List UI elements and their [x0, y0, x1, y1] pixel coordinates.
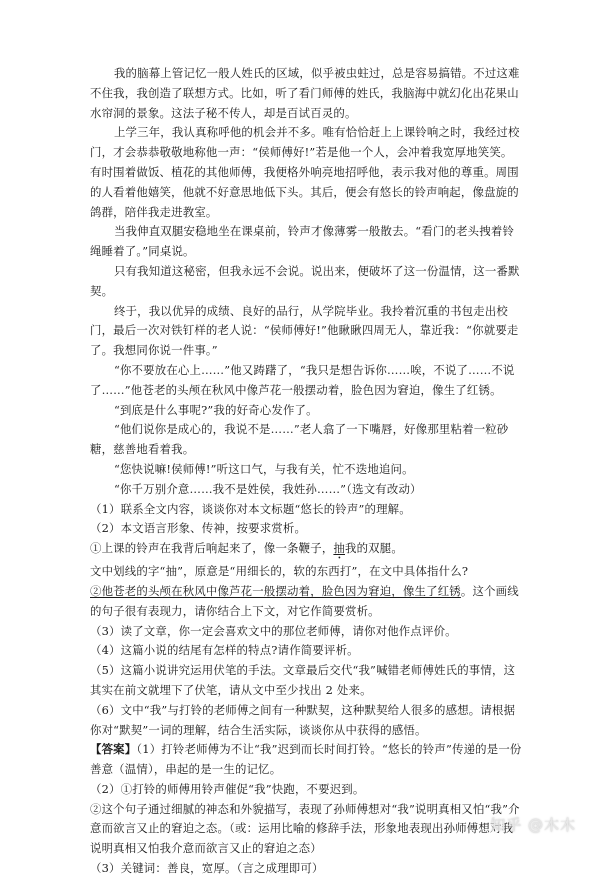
answer-2-2: ②这个句子通过细腻的神态和外貌描写，表现了孙师傅想对“我”说明真相又怕“我”介意而欲言又止的窘迫之态。（或：运用比喻的修辞手法，形象地表现出孙师傅想对我说明真相又怕我介意而欲言又止的窘迫之态） — [90, 801, 520, 856]
document-body — [90, 64, 522, 879]
question-5: （5）这篇小说讲究运用伏笔的手法。文章最后交代“我”喊错老师傅姓氏的事情，这其实在前文就埋下了伏笔，请从文中至少找出 2 处来。 — [90, 663, 516, 697]
story-paragraph: 终于，我以优异的成绩、良好的品行，从学院毕业。我拎着沉重的书包走出校门，最后一次对铁钉样的老人说：“侯师傅好!”他瞅瞅四周无人，靠近我：“你就要走了。我想同你说一件事。” — [90, 303, 519, 358]
story-paragraph: 我的脑幕上管记忆一般人姓氏的区域，似乎被虫蛀过，总是容易搞错。不过这难不住我，我创造了联想方式。比如，听了看门师傅的姓氏，我脑海中就幻化出花果山水帘洞的景象。这法子秘不传人，却是百试百灵的。 — [90, 66, 520, 120]
watermark: 知乎 @木木 — [490, 816, 576, 834]
question-2: （2）本文语言形象、传神，按要求赏析。 — [90, 521, 307, 536]
answer-label: 【答案】 — [90, 742, 137, 757]
question-1: （1）联系全文内容，谈谈你对本文标题“悠长的铃声”的理解。 — [90, 501, 411, 516]
story-paragraph: “你千万别介意……我不是姓侯，我姓孙……”（选文有改动） — [113, 481, 422, 496]
question-2b-prompt: 。这个画线的句子很有表现力，请你结合上下文，对它作简要赏析。 — [90, 583, 519, 618]
story-paragraph: 上学三年，我认真称呼他的机会并不多。唯有恰恰赶上上课铃响之时，我经过校门，才会恭恭敬敬地称他一声：“侯师傅好!”若是他一个人，会冲着我宽厚地笑笑。有时围着做饭、植花的其他师傅，我便格外响亮地招呼他，表示我对他的尊重。周围的人看着他嬉笑，他就不好意思地低下头。其后，便会有悠长的铃声响起，像盘旋的鸽群，陪伴我走进教室。 — [90, 125, 520, 219]
question-2b — [90, 582, 522, 622]
story-paragraph: “您快说嘛!侯师傅!”听这口气，与我有关，忙不迭地追问。 — [113, 461, 414, 476]
question-2a-text-end: 我的双腿。 — [345, 541, 403, 556]
underlined-dotted-char: 抽 — [333, 541, 345, 556]
question-4: （4）这篇小说的结尾有怎样的特点?请作简要评析。 — [90, 643, 359, 658]
question-2a — [90, 539, 522, 562]
answer-2-1: （2）①打铃的师傅用铃声催促“我”快跑，不要迟到。 — [90, 781, 365, 796]
answer-1 — [90, 740, 522, 780]
question-2a-text: ①上课的铃声在我背后响起来了，像一条鞭子， — [90, 541, 334, 556]
answer-3: （3）关键词：善良，宽厚。（言之成理即可） — [90, 861, 324, 876]
story-paragraph: “你不要放在心上……”他又踌躇了，“我只是想告诉你……唉，不说了……不说了……”他苍老的头颅在秋风中像芦花一般摆动着，脸色因为窘迫，像生了红锈。 — [90, 362, 515, 397]
story-paragraph: “到底是什么事呢?”我的好奇心发作了。 — [113, 402, 318, 417]
answer-1-text: （1）打铃老师傅为不让“我”迟到而长时间打铃。“悠长的铃声”传递的是一份善意（温情），串起的是一生的记忆。 — [90, 742, 522, 777]
story-paragraph: “他们说你是成心的，我说不是……”老人翕了一下嘴唇，好像那里粘着一粒砂糖，慈善地看着我。 — [90, 422, 509, 457]
underlined-sentence: ②他苍老的头颅在秋风中像芦花一般摆动着，脸色因为窘迫，像生了红锈 — [90, 583, 461, 598]
question-3: （3）读了文章，你一定会喜欢文中的那位老师傅，请你对他作点评价。 — [90, 623, 457, 638]
story-paragraph: 只有我知道这秘密，但我永远不会说。说出来，便破坏了这一份温情，这一番默契。 — [90, 263, 520, 298]
story-paragraph: 当我伸直双腿安稳地坐在课桌前，铃声才像薄雾一般散去。“看门的老头拽着铃绳睡着了。”同桌说。 — [90, 224, 515, 259]
question-2a-prompt: 文中划线的字“抽”，原意是“用细长的，软的东西打”，在文中具体指什么? — [90, 564, 469, 579]
question-6: （6）文中“我”与打铃的老师傅之间有一种默契，这种默契给人很多的感想。请根据你对“默契”一词的理解，结合生活实际，谈谈你从中获得的感悟。 — [90, 702, 516, 737]
